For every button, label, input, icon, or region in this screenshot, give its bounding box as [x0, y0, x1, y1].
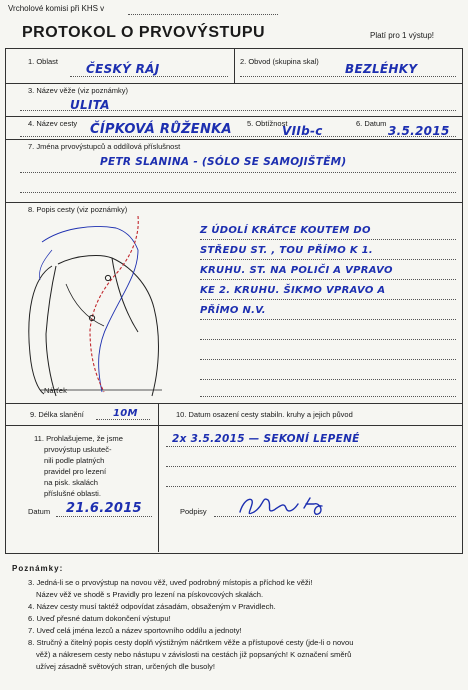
signatures-label: Podpisy — [180, 507, 207, 516]
row-divider — [5, 425, 462, 426]
description-line: KE 2. KRUHU. ŠIKMO VPRAVO A — [200, 285, 386, 296]
date-value: 3.5.2015 — [388, 124, 450, 138]
bolts-dotline — [166, 446, 456, 447]
description-dotline — [200, 259, 456, 260]
tower-dotline — [20, 110, 456, 111]
signed-date-label: Datum — [28, 507, 51, 516]
description-dotline — [200, 299, 456, 300]
sketch-label: Nárťek — [44, 386, 67, 395]
description-dotline — [200, 279, 456, 280]
col-divider — [234, 48, 235, 83]
declaration-line: příslušné oblasti. — [44, 489, 101, 498]
bolts-dotline — [166, 466, 456, 467]
climbers-dotline — [20, 192, 456, 193]
note-item: věž) a nákresem cesty nebo nástupu v závislosti na cestách již popsaných! K označení směrů — [36, 650, 352, 659]
area-value: ČESKÝ RÁJ — [86, 62, 160, 76]
bolts-dotline — [166, 486, 456, 487]
district-dotline — [240, 76, 456, 77]
signatures-dotline — [214, 516, 456, 517]
description-label: 8. Popis cesty (viz poznámky) — [28, 205, 128, 214]
note-item: 7. Uveď celá jména lezců a název sportovního oddílu a jednoty! — [28, 626, 242, 635]
route-sketch — [12, 214, 172, 400]
climbers-dotline — [20, 172, 456, 173]
note-item: 3. Jedná-li se o prvovýstup na novou věž, uveď podrobný místopis a příchod ke věži! — [28, 578, 313, 587]
description-dotline — [200, 379, 456, 380]
rappel-label: 9. Délka slanění — [30, 410, 84, 419]
district-label: 2. Obvod (skupina skal) — [240, 57, 319, 66]
route-label: 4. Název cesty — [28, 119, 78, 128]
bolts-label: 10. Datum osazení cesty stabiln. kruhy a jejich původ — [176, 410, 353, 419]
description-line: PŘÍMO N.V. — [200, 305, 266, 316]
description-line: STŘEDU ST. , TOU PŘÍMO K 1. — [200, 245, 374, 256]
tower-label: 3. Název věže (viz poznámky) — [28, 86, 129, 95]
note-item: 4. Název cesty musí taktéž odpovídat zásadám, obsaženým v Pravidlech. — [28, 602, 276, 611]
difficulty-label: 5. Obtížnost — [247, 119, 288, 128]
rappel-dotline — [96, 419, 150, 420]
declaration-line: na pisk. skalách — [44, 478, 99, 487]
bolts-value: 2x 3.5.2015 — SEKONÍ LEPENÉ — [172, 433, 360, 445]
note-item: Název věž ve shodě s Pravidly pro lezení na pískovcových skalách. — [36, 590, 264, 599]
note-item: 8. Stručný a čitelný popis cesty doplň výstižným náčrtkem věže a přístupové cesty (jde-li o novou — [28, 638, 354, 647]
route-dotline — [20, 136, 456, 137]
tower-value: ULITA — [70, 98, 110, 112]
climbers-label: 7. Jména prvovýstupců a oddílová příslušnost — [28, 142, 181, 151]
declaration-line: nili podle platných — [44, 456, 105, 465]
notes-title: Poznámky: — [12, 564, 64, 573]
declaration-line: pravidel pro lezení — [44, 467, 107, 476]
description-dotline — [200, 339, 456, 340]
row-divider — [5, 139, 462, 140]
note-item: 6. Uveď přesné datum dokončení výstupu! — [28, 614, 171, 623]
area-dotline — [70, 76, 228, 77]
route-value: ČÍPKOVÁ RŮŽENKA — [90, 122, 232, 137]
district-value: BEZLÉHKY — [345, 62, 418, 76]
valid-note: Platí pro 1 výstup! — [370, 31, 435, 40]
commission-label: Vrcholové komisi při KHS v — [8, 4, 105, 13]
signed-date-value: 21.6.2015 — [66, 501, 142, 516]
declaration-line: 11. Prohlašujeme, že jsme — [34, 434, 123, 443]
signed-date-dotline — [56, 516, 152, 517]
row-divider — [5, 202, 462, 203]
note-item: užívej zásadně světových stran, určených dle busoly! — [36, 662, 215, 671]
row-divider — [5, 403, 462, 404]
rappel-value: 10M — [113, 408, 138, 419]
row-divider — [5, 83, 462, 84]
difficulty-value: VIIb-c — [282, 124, 323, 138]
signature-image — [234, 490, 334, 522]
commission-dotline — [128, 14, 278, 15]
row-divider — [5, 116, 462, 117]
description-dotline — [200, 239, 456, 240]
climbers-value: PETR SLANINA - (SÓLO SE SAMOJIŠTĚM) — [100, 156, 347, 168]
area-label: 1. Oblast — [28, 57, 59, 66]
description-line: Z ÚDOLÍ KRÁTCE KOUTEM DO — [200, 225, 371, 236]
col-divider — [158, 403, 159, 552]
description-dotline — [200, 359, 456, 360]
declaration-line: prvovýstup uskuteč- — [44, 445, 112, 454]
description-dotline — [200, 319, 456, 320]
description-line: KRUHU. ST. NA POLIČI A VPRAVO — [200, 265, 393, 276]
date-label: 6. Datum — [356, 119, 387, 128]
description-dotline — [200, 396, 456, 397]
page-title: PROTOKOL O PRVOVÝSTUPU — [22, 24, 266, 41]
